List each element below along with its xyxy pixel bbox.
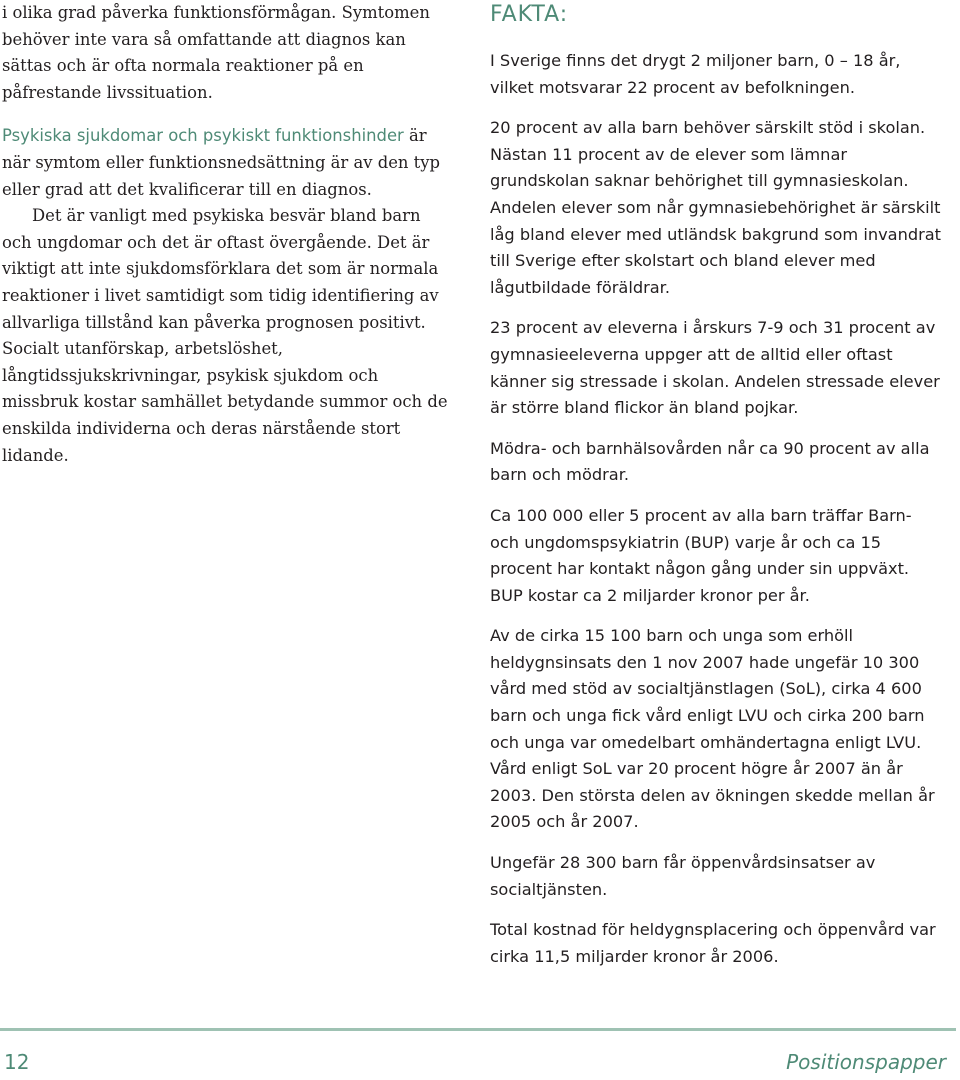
paragraph-2 <box>2 123 452 203</box>
fakta-item: I Sverige finns det drygt 2 miljoner barn, 0 – 18 år, vilket motsvarar 22 procent av befolkningen. <box>490 51 901 97</box>
fakta-item: 23 procent av eleverna i årskurs 7-9 och 31 procent av gymnasieeleverna uppger att de alltid eller oftast känner sig stressade i skolan. Andelen stressade elever är större bland flickor än bland pojkar. <box>490 318 940 418</box>
document-type-label: Positionspapper <box>786 1050 946 1074</box>
paragraph-2-lead: Psykiska sjukdomar och psykiskt funktionshinder <box>2 126 404 146</box>
fakta-item: Mödra- och barnhälsovården når ca 90 procent av alla barn och mödrar. <box>490 438 930 485</box>
paragraph-1: i olika grad påverka funktionsförmågan. Symtomen behöver inte vara så omfattande att diagnos kan sättas och är ofta normala reaktioner på en påfrestande livssituation. <box>2 3 430 102</box>
body-text-column <box>2 0 452 469</box>
fakta-item: 20 procent av alla barn behöver särskilt stöd i skolan. Nästan 11 procent av de elever som lämnar grundskolan saknar behörighet till gymnasieskolan. Andelen elever som når gymnasiebehörighet är särskilt låg bland elever med utländsk bakgrund som invandrat till Sverige efter skolstart och bland elever med lågutbildade föräldrar. <box>490 118 942 297</box>
paragraph-2-rest: är när symtom eller funktionsnedsättning är av den typ eller grad att det kvalificerar till en diagnos. <box>2 126 441 199</box>
paragraph-3: Det är vanligt med psykiska besvär bland barn och ungdomar och det är oftast övergående. Det är viktigt att inte sjukdomsförklara det som är normala reaktioner i livet samtidigt som tidig identifiering av allvarliga tillstånd kan påverka prognosen positivt. Socialt utanförskap, arbetslöshet, långtidssjukskrivningar, psykisk sjukdom och missbruk kostar samhället betydande summor och de enskilda individerna och deras närstående stort lidande. <box>2 206 448 465</box>
fakta-item: Ungefär 28 300 barn får öppenvårdsinsatser av socialtjänsten. <box>490 853 876 899</box>
fakta-title: FAKTA: <box>490 2 569 27</box>
footer-divider <box>0 1028 956 1031</box>
fakta-item: Av de cirka 15 100 barn och unga som erhöll heldygnsinsats den 1 nov 2007 hade ungefär 10 300 vård med stöd av socialtjänstlagen (SoL), cirka 4 600 barn och unga fick vård enligt LVU och cirka 200 barn och unga var omedelbart omhändertagna enligt LVU. Vård enligt SoL var 20 procent högre år 2007 än år 2003. Den största delen av ökningen skedde mellan år 2005 och år 2007. <box>490 626 935 832</box>
fakta-item: Total kostnad för heldygnsplacering och öppenvård var cirka 11,5 miljarder kronor år 2006. <box>490 920 936 966</box>
fakta-box <box>490 0 945 984</box>
fakta-item: Ca 100 000 eller 5 procent av alla barn träffar Barn- och ungdomspsykiatrin (BUP) varje år och ca 15 procent har kontakt någon gång under sin uppväxt. BUP kostar ca 2 miljarder kronor per år. <box>490 505 912 605</box>
page-number: 12 <box>4 1050 30 1074</box>
